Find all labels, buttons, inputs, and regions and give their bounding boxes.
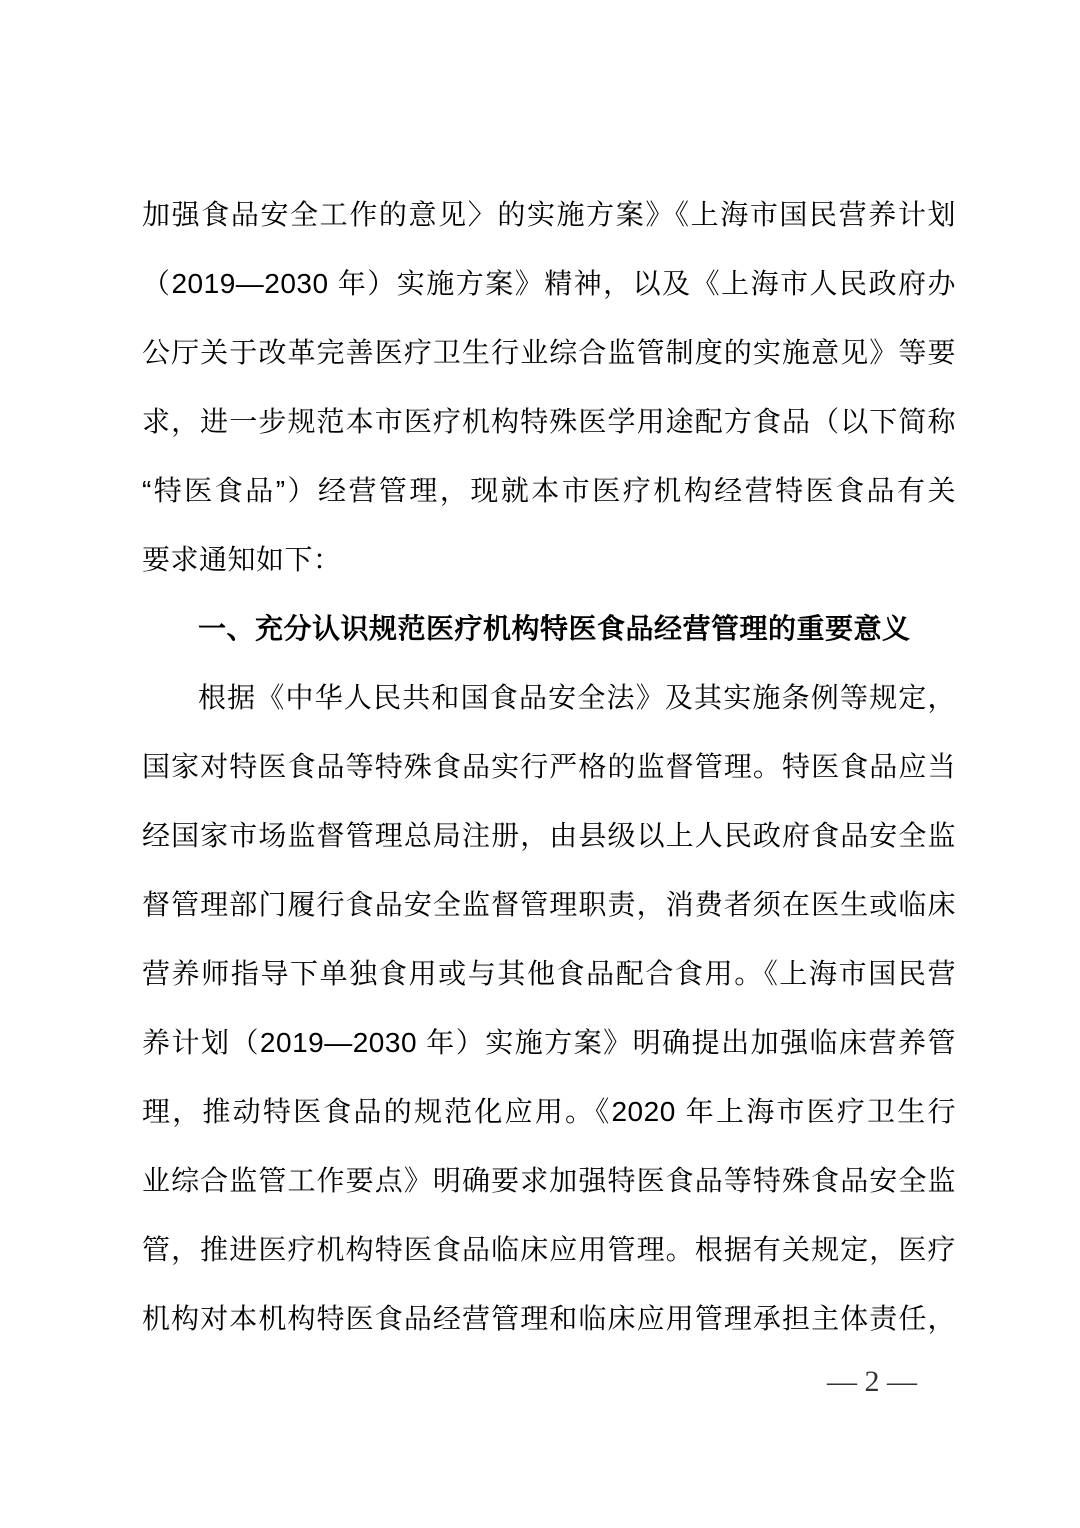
doc-line: 业综合监管工作要点》明确要求加强特医食品等特殊食品安全监 xyxy=(142,1165,956,1196)
doc-line: “特医食品”）经营管理，现就本市医疗机构经营特医食品有关 xyxy=(142,475,956,506)
doc-line: 机构对本机构特医食品经营管理和临床应用管理承担主体责任， xyxy=(142,1303,956,1334)
doc-line: 理，推动特医食品的规范化应用。《2020 年上海市医疗卫生行 xyxy=(142,1096,956,1127)
doc-line: 根据《中华人民共和国食品安全法》及其实施条例等规定， xyxy=(198,682,956,713)
doc-line: （2019—2030 年）实施方案》精神，以及《上海市人民政府办 xyxy=(142,268,956,299)
section-heading: 一、充分认识规范医疗机构特医食品经营管理的重要意义 xyxy=(198,613,911,644)
doc-line: 养计划（2019—2030 年）实施方案》明确提出加强临床营养管 xyxy=(142,1027,956,1058)
document-text-block xyxy=(142,180,956,1353)
doc-line: 要求通知如下： xyxy=(142,544,342,575)
doc-line: 求，进一步规范本市医疗机构特殊医学用途配方食品（以下简称 xyxy=(142,406,956,437)
doc-line: 管，推进医疗机构特医食品临床应用管理。根据有关规定，医疗 xyxy=(142,1234,956,1265)
doc-line: 营养师指导下单独食用或与其他食品配合食用。《上海市国民营 xyxy=(142,958,956,989)
doc-line: 国家对特医食品等特殊食品实行严格的监督管理。特医食品应当 xyxy=(142,751,956,782)
doc-line: 经国家市场监督管理总局注册，由县级以上人民政府食品安全监 xyxy=(142,820,956,851)
page-number: — 2 — xyxy=(827,1365,917,1398)
doc-line: 督管理部门履行食品安全监督管理职责，消费者须在医生或临床 xyxy=(142,889,956,920)
doc-line: 加强食品安全工作的意见〉的实施方案》《上海市国民营养计划 xyxy=(142,199,956,230)
doc-line: 公厅关于改革完善医疗卫生行业综合监管制度的实施意见》等要 xyxy=(142,337,956,368)
